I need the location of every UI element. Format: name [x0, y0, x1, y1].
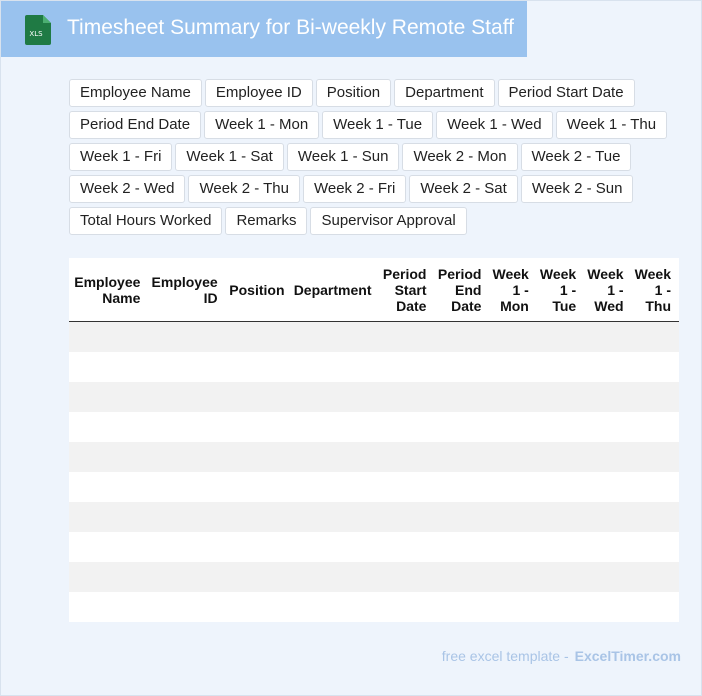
table-row — [69, 442, 679, 472]
table-cell[interactable] — [379, 562, 434, 592]
footer-credit — [442, 648, 681, 664]
table-cell[interactable] — [584, 322, 631, 353]
table-cell[interactable] — [537, 562, 584, 592]
field-chip[interactable]: Total Hours Worked — [69, 207, 222, 235]
table-cell[interactable] — [434, 472, 489, 502]
footer-prefix: free excel template - — [441, 648, 569, 664]
field-chip[interactable]: Week 1 - Wed — [436, 111, 552, 139]
table-cell[interactable] — [537, 502, 584, 532]
table-cell[interactable] — [434, 382, 489, 412]
column-header: Employee Name — [69, 258, 148, 322]
table-cell[interactable] — [69, 532, 148, 562]
page-title: Timesheet Summary for Bi-weekly Remote Staff — [67, 16, 514, 39]
table-cell[interactable] — [434, 412, 489, 442]
table-cell[interactable] — [293, 412, 380, 442]
table-cell[interactable] — [434, 532, 489, 562]
field-chip[interactable]: Week 1 - Mon — [204, 111, 319, 139]
table-cell[interactable] — [489, 532, 536, 562]
table-cell[interactable] — [379, 472, 434, 502]
table-row — [69, 562, 679, 592]
table-cell[interactable] — [293, 352, 380, 382]
table-cell[interactable] — [632, 322, 679, 353]
table-cell[interactable] — [293, 592, 380, 622]
table-cell[interactable] — [148, 562, 225, 592]
column-header: Period Start Date — [379, 258, 434, 322]
table-cell[interactable] — [148, 412, 225, 442]
table-cell[interactable] — [632, 562, 679, 592]
table-cell[interactable] — [379, 502, 434, 532]
field-chip[interactable]: Week 2 - Mon — [402, 143, 517, 171]
table-cell[interactable] — [584, 592, 631, 622]
table-cell[interactable] — [434, 562, 489, 592]
table-cell[interactable] — [293, 532, 380, 562]
field-chip[interactable]: Week 1 - Sun — [287, 143, 400, 171]
table-cell[interactable] — [379, 322, 434, 353]
table-cell[interactable] — [632, 532, 679, 562]
field-chip[interactable]: Week 1 - Fri — [69, 143, 172, 171]
column-header: Department — [293, 258, 380, 322]
table-cell[interactable] — [489, 352, 536, 382]
table-cell[interactable] — [584, 472, 631, 502]
table-cell[interactable] — [148, 352, 225, 382]
field-chip[interactable]: Week 1 - Tue — [322, 111, 433, 139]
column-header: Position — [226, 258, 293, 322]
table-cell[interactable] — [69, 352, 148, 382]
field-chip[interactable]: Week 2 - Sun — [521, 175, 634, 203]
table-cell[interactable] — [537, 322, 584, 353]
table-cell[interactable] — [537, 472, 584, 502]
table-row — [69, 352, 679, 382]
table-cell[interactable] — [226, 352, 293, 382]
xls-icon-label: XLS — [29, 30, 43, 38]
table-cell[interactable] — [584, 562, 631, 592]
table-cell[interactable] — [632, 502, 679, 532]
table-cell[interactable] — [293, 502, 380, 532]
table-cell[interactable] — [69, 382, 148, 412]
table-cell[interactable] — [434, 592, 489, 622]
table-row — [69, 592, 679, 622]
table-cell[interactable] — [226, 592, 293, 622]
table-cell[interactable] — [584, 382, 631, 412]
table-cell[interactable] — [489, 412, 536, 442]
field-chip[interactable]: Week 2 - Tue — [521, 143, 632, 171]
field-chip[interactable]: Employee ID — [205, 79, 313, 107]
table-cell[interactable] — [226, 442, 293, 472]
column-header: Week 1 - Thu — [632, 258, 679, 322]
table-cell[interactable] — [584, 352, 631, 382]
table-cell[interactable] — [379, 382, 434, 412]
table-cell[interactable] — [293, 442, 380, 472]
table-row — [69, 472, 679, 502]
column-header: Week 1 - Mon — [489, 258, 536, 322]
table-cell[interactable] — [537, 352, 584, 382]
table-cell[interactable] — [69, 592, 148, 622]
field-chip[interactable]: Week 2 - Wed — [69, 175, 185, 203]
table-cell[interactable] — [379, 532, 434, 562]
table-cell[interactable] — [632, 472, 679, 502]
table-cell[interactable] — [537, 412, 584, 442]
table-cell[interactable] — [537, 532, 584, 562]
table-cell[interactable] — [537, 442, 584, 472]
table-cell[interactable] — [434, 322, 489, 353]
table-cell[interactable] — [379, 592, 434, 622]
table-cell[interactable] — [489, 382, 536, 412]
table-cell[interactable] — [489, 322, 536, 353]
table-cell[interactable] — [148, 472, 225, 502]
table-cell[interactable] — [434, 502, 489, 532]
column-header: Week 1 - Tue — [537, 258, 584, 322]
table-cell[interactable] — [148, 322, 225, 353]
field-chip[interactable]: Employee Name — [69, 79, 202, 107]
table-cell[interactable] — [489, 502, 536, 532]
column-header: Week 1 - Wed — [584, 258, 631, 322]
table-cell[interactable] — [69, 562, 148, 592]
field-chip[interactable]: Remarks — [225, 207, 307, 235]
table-cell[interactable] — [148, 502, 225, 532]
xls-file-icon — [23, 15, 51, 45]
field-chip[interactable]: Week 2 - Sat — [409, 175, 517, 203]
field-chip[interactable]: Position — [316, 79, 391, 107]
field-chip[interactable]: Period End Date — [69, 111, 201, 139]
table-cell[interactable] — [489, 472, 536, 502]
table-cell[interactable] — [226, 412, 293, 442]
table-cell[interactable] — [379, 442, 434, 472]
table-cell[interactable] — [379, 412, 434, 442]
field-chip[interactable]: Department — [394, 79, 494, 107]
table-cell[interactable] — [632, 352, 679, 382]
table-cell[interactable] — [293, 472, 380, 502]
table-cell[interactable] — [434, 442, 489, 472]
table-cell[interactable] — [632, 412, 679, 442]
table-cell[interactable] — [69, 322, 148, 353]
table-cell[interactable] — [434, 352, 489, 382]
table-cell[interactable] — [632, 382, 679, 412]
table-cell[interactable] — [293, 562, 380, 592]
table-cell[interactable] — [226, 322, 293, 353]
footer-brand-link[interactable]: ExcelTimer.com — [574, 648, 681, 664]
table-cell[interactable] — [69, 412, 148, 442]
table-cell[interactable] — [489, 562, 536, 592]
table-header-row — [69, 258, 679, 322]
table-cell[interactable] — [148, 382, 225, 412]
field-chip[interactable]: Supervisor Approval — [310, 207, 466, 235]
table-cell[interactable] — [584, 412, 631, 442]
table-cell[interactable] — [632, 592, 679, 622]
table-cell[interactable] — [69, 442, 148, 472]
table-row — [69, 532, 679, 562]
table-cell[interactable] — [69, 502, 148, 532]
table-row — [69, 322, 679, 353]
table-cell[interactable] — [537, 592, 584, 622]
field-chip-list — [69, 79, 669, 235]
table-cell[interactable] — [632, 442, 679, 472]
table-cell[interactable] — [489, 592, 536, 622]
table-cell[interactable] — [148, 592, 225, 622]
table-cell[interactable] — [148, 442, 225, 472]
title-banner — [1, 1, 527, 57]
table-cell[interactable] — [293, 322, 380, 353]
field-chip[interactable]: Period Start Date — [498, 79, 635, 107]
table-row — [69, 412, 679, 442]
table-cell[interactable] — [226, 532, 293, 562]
field-chip[interactable]: Week 1 - Sat — [175, 143, 283, 171]
column-header: Period End Date — [434, 258, 489, 322]
table-row — [69, 382, 679, 412]
table-row — [69, 502, 679, 532]
table-cell[interactable] — [584, 442, 631, 472]
table-cell[interactable] — [537, 382, 584, 412]
table-cell[interactable] — [69, 472, 148, 502]
table-cell[interactable] — [226, 562, 293, 592]
table-cell[interactable] — [293, 382, 380, 412]
table-cell[interactable] — [584, 532, 631, 562]
table-cell[interactable] — [584, 502, 631, 532]
field-chip[interactable]: Week 2 - Fri — [303, 175, 406, 203]
table-cell[interactable] — [226, 502, 293, 532]
table-cell[interactable] — [148, 532, 225, 562]
field-chip[interactable]: Week 2 - Thu — [188, 175, 300, 203]
field-chip[interactable]: Week 1 - Thu — [556, 111, 668, 139]
table-cell[interactable] — [489, 442, 536, 472]
timesheet-table — [69, 258, 679, 622]
table-cell[interactable] — [379, 352, 434, 382]
table-cell[interactable] — [226, 382, 293, 412]
table-cell[interactable] — [226, 472, 293, 502]
column-header: Employee ID — [148, 258, 225, 322]
